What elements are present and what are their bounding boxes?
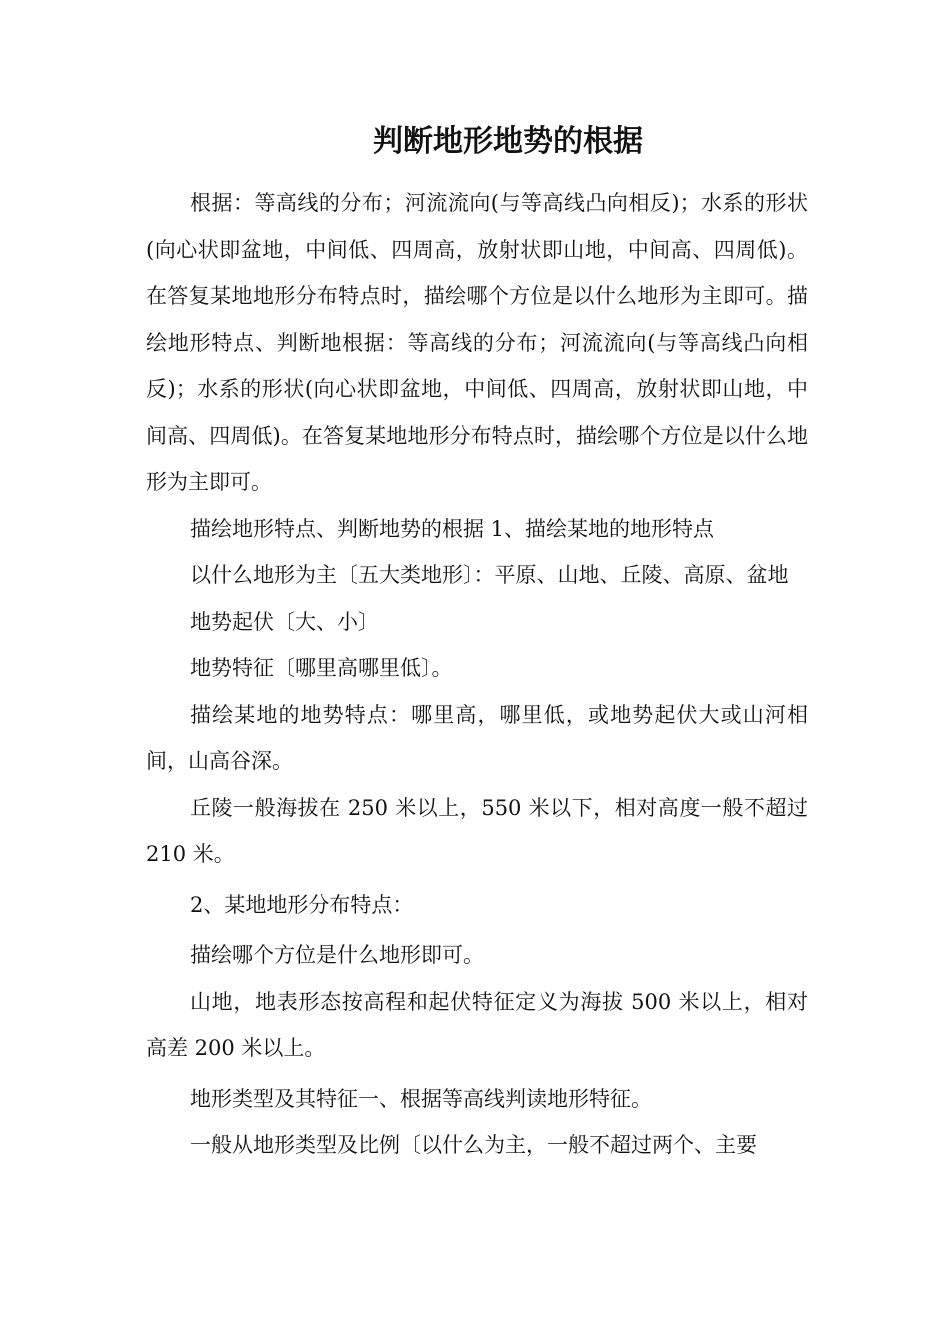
paragraph: 地形类型及其特征一、根据等高线判读地形特征。 bbox=[190, 1086, 652, 1111]
paragraph: 描绘某地的地势特点：哪里高，哪里低，或地势起伏大或山河相间，山高谷深。 bbox=[146, 702, 808, 773]
paragraph: 以什么地形为主〔五大类地形〕：平原、山地、丘陵、高原、盆地 bbox=[190, 563, 789, 587]
paragraph: 根据：等高线的分布；河流流向(与等高线凸向相反)；水系的形状(向心状即盆地，中间低、四周高，放射状即山地，中间高、四周低)。在答复某地地形分布特点时，描绘哪个方位是以什么地形为主即可。描绘地形特点、判断地根据：等高线的分布；河流流向(与等高线凸向相反)；水系的形状(向心状即盆地，中间低、四周高，放射状即山地，中间高、四周低)。在答复某地地形分布特点时，描绘哪个方位是以什么地形为主即可。 bbox=[146, 191, 808, 494]
paragraph: 地势起伏〔大、小〕 bbox=[190, 609, 379, 634]
paragraph: 山地，地表形态按高程和起伏特征定义为海拔 500 米以上，相对高差 200 米以上。 bbox=[146, 989, 808, 1060]
paragraph: 描绘地形特点、判断地势的根据 1、描绘某地的地形特点 bbox=[190, 516, 715, 541]
document-body bbox=[146, 180, 808, 1169]
paragraph: 地势特征〔哪里高哪里低〕。 bbox=[190, 656, 453, 680]
paragraph: 一般从地形类型及比例〔以什么为主，一般不超过两个、主要 bbox=[190, 1133, 757, 1157]
paragraph: 丘陵一般海拔在 250 米以上，550 米以下，相对高度一般不超过 210 米。 bbox=[146, 795, 808, 866]
paragraph: 描绘哪个方位是什么地形即可。 bbox=[190, 943, 484, 967]
document-title: 判断地形地势的根据 bbox=[373, 124, 643, 159]
paragraph: 2、某地地形分布特点： bbox=[190, 892, 414, 917]
